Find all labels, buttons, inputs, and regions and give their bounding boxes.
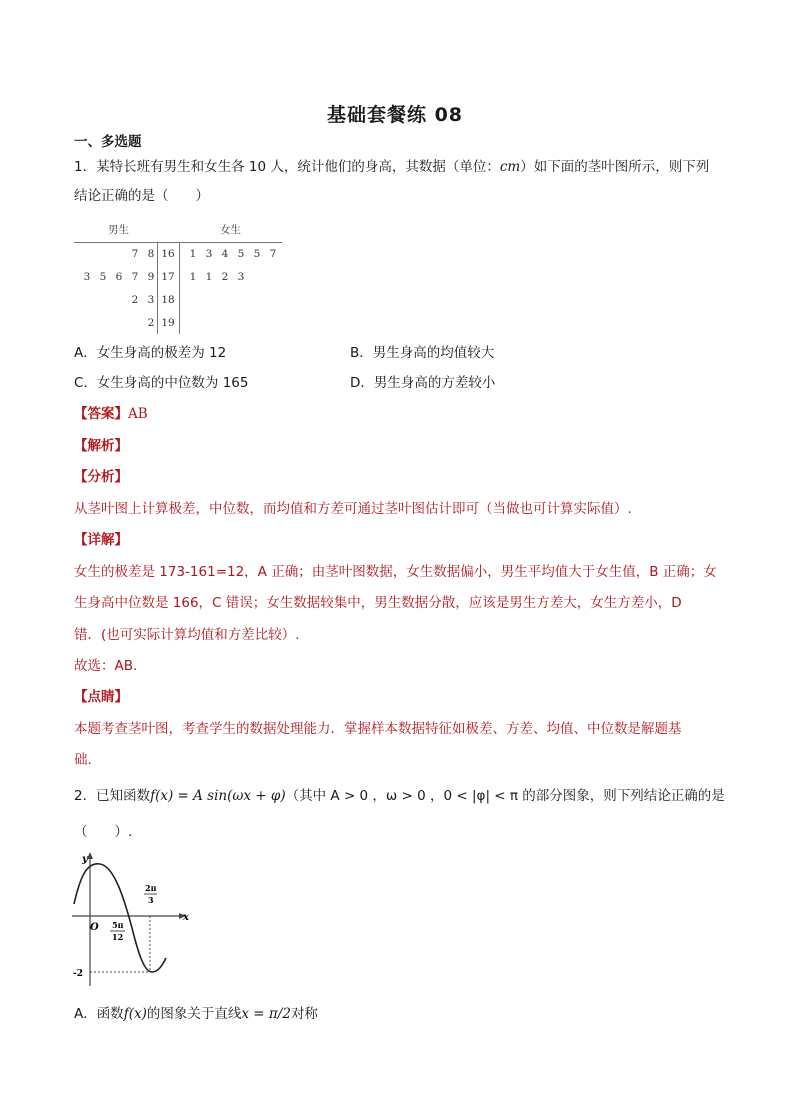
tick-5pi12-num: 5π: [112, 920, 124, 930]
stem-leaf-plot: [74, 216, 284, 334]
page-title: 基础套餐练 08: [326, 104, 464, 126]
leaf-boys: 7: [131, 271, 139, 283]
answer-tag: 【答案】: [74, 406, 128, 422]
q2-opt-a-func: f(x): [123, 1006, 147, 1022]
header-girls: 女生: [220, 224, 241, 236]
leaf-girls: 3: [205, 248, 213, 260]
leaf-girls: 5: [237, 248, 245, 260]
tick-2pi3-num: 2π: [145, 883, 157, 893]
q1-stem-line1: [74, 157, 709, 177]
leaf-boys: 3: [147, 294, 155, 306]
jiexi-tag: 【解析】: [74, 438, 128, 454]
leaf-boys: 3: [83, 271, 91, 283]
y-label: y: [82, 854, 88, 865]
section-heading: 一、多选题: [74, 134, 142, 150]
q2-option-a: [74, 1004, 318, 1024]
q2-conditions: （其中 A > 0 ，ω > 0 ，0 < |φ| < π 的部分图象，则下列结论正确的是: [285, 788, 725, 804]
choose-line: 故选：AB.: [74, 658, 138, 674]
origin-label: O: [90, 922, 99, 933]
q1-stem-text: 1．某特长班有男生和女生各 10 人，统计他们的身高，其数据（单位：: [74, 159, 500, 175]
tick-2pi3-den: 3: [148, 895, 154, 905]
sine-graph: [70, 848, 190, 988]
answer-line: [74, 404, 148, 424]
min-label: -2: [73, 969, 83, 979]
stem: 17: [161, 271, 175, 283]
leaf-boys: 2: [147, 317, 155, 329]
xiangjie-line3: 错．(也可实际计算均值和方差比较）.: [74, 627, 300, 643]
leaf-boys: 7: [131, 248, 139, 260]
q2-stem-line1: [74, 786, 725, 806]
x-label: x: [183, 912, 189, 923]
table-divider-right: [179, 242, 180, 334]
stem: 16: [161, 248, 175, 260]
leaf-girls: 1: [205, 271, 213, 283]
dianjing-line1: 本题考查茎叶图，考查学生的数据处理能力．掌握样本数据特征如极差、方差、均值、中位数是解题基: [74, 721, 682, 737]
stem: 18: [161, 294, 175, 306]
leaf-girls: 3: [237, 271, 245, 283]
q1-option-c: C．女生身高的中位数为 165: [74, 375, 249, 391]
leaf-boys: 5: [99, 271, 107, 283]
leaf-girls: 1: [189, 248, 197, 260]
leaf-girls: 1: [189, 271, 197, 283]
q1-option-b: B．男生身高的均值较大: [350, 345, 495, 361]
dianjing-tag: 【点睛】: [74, 689, 128, 705]
leaf-girls: 5: [253, 248, 261, 260]
table-header-line: [74, 242, 282, 243]
y-axis-arrow: [87, 852, 93, 859]
leaf-girls: 4: [221, 248, 229, 260]
header-boys: 男生: [108, 224, 129, 236]
q1-option-d: D．男生身高的方差较小: [350, 375, 496, 391]
q2-paren: （ ）.: [74, 824, 133, 840]
leaf-boys: 9: [147, 271, 155, 283]
q1-stem-line2: 结论正确的是（ ）: [74, 188, 209, 204]
q2-opt-a-mid: 的图象关于直线: [146, 1006, 242, 1022]
q2-opt-a-prefix: A．函数: [74, 1006, 124, 1022]
sine-curve: [74, 864, 166, 972]
fenxi-text: 从茎叶图上计算极差，中位数，而均值和方差可通过茎叶图估计即可（当做也可计算实际值）.: [74, 501, 632, 517]
q1-option-a: A．女生身高的极差为 12: [74, 345, 227, 361]
stem: 19: [161, 317, 175, 329]
fenxi-tag: 【分析】: [74, 469, 128, 485]
leaf-boys: 6: [115, 271, 123, 283]
leaf-girls: 7: [269, 248, 277, 260]
q2-function: f(x) = A sin(ωx + φ): [150, 788, 286, 804]
xiangjie-line1: 女生的极差是 173-161=12，A 正确；由茎叶图数据，女生数据偏小，男生平均值大于女生值，B 正确；女: [74, 564, 717, 580]
leaf-boys: 2: [131, 294, 139, 306]
q1-stem-end: ）如下面的茎叶图所示，则下列: [520, 159, 710, 175]
q2-prefix: 2．已知函数: [74, 788, 151, 804]
dianjing-line2: 础．: [74, 752, 101, 768]
leaf-girls: 2: [221, 271, 229, 283]
q2-opt-a-line: x = π/2: [241, 1006, 291, 1022]
q2-opt-a-end: 对称: [290, 1006, 318, 1022]
xiangjie-line2: 生身高中位数是 166，C 错误；女生数据较集中，男生数据分散，应该是男生方差大，女生方差小，D: [74, 595, 682, 611]
tick-5pi12-den: 12: [112, 932, 124, 942]
xiangjie-tag: 【详解】: [74, 532, 128, 548]
q1-unit: cm: [499, 159, 521, 175]
answer-value: AB: [128, 406, 148, 422]
leaf-boys: 8: [147, 248, 155, 260]
